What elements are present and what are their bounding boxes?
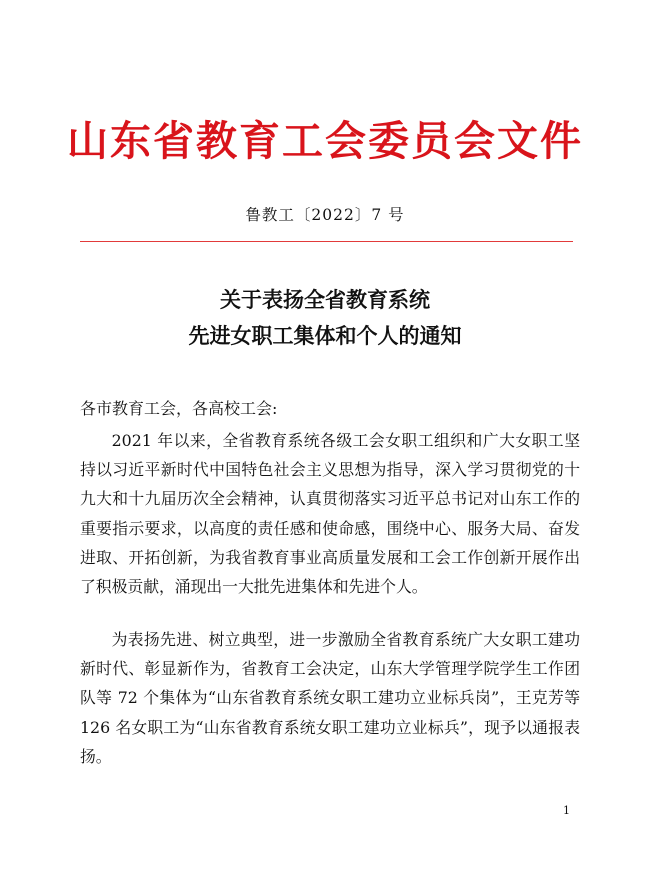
red-divider-line bbox=[80, 241, 573, 242]
body-paragraph-2: 为表扬先进、树立典型，进一步激励全省教育系统广大女职工建功新时代、彰显新作为，省教育工会决定，山东大学管理学院学生工作团队等 72 个集体为“山东省教育系统女职工建功立业标兵岗”，王克芳等 126 名女职工为“山东省教育系统女职工建功立业标兵”，现予以通报表扬。 bbox=[80, 630, 580, 766]
masthead-title: 山东省教育工会委员会文件 bbox=[67, 117, 583, 165]
notice-title-line-2: 先进女职工集体和个人的通知 bbox=[188, 323, 462, 348]
body-paragraph-1: 2021 年以来，全省教育系统各级工会女职工组织和广大女职工坚持以习近平新时代中国特色社会主义思想为指导，深入学习贯彻党的十九大和十九届历次全会精神，认真贯彻落实习近平总书记对山东工作的重要指示要求，以高度的责任感和使命感，围绕中心、服务大局、奋发进取、开拓创新，为我省教育事业高质量发展和工会工作创新开展作出了积极贡献，涌现出一大批先进集体和先进个人。 bbox=[80, 431, 580, 597]
notice-title bbox=[0, 282, 650, 354]
document-number: 鲁教工〔2022〕7 号 bbox=[245, 206, 405, 224]
page-number: 1 bbox=[563, 804, 570, 817]
notice-title-line-1: 关于表扬全省教育系统 bbox=[220, 287, 430, 312]
salutation: 各市教育工会，各高校工会: bbox=[80, 399, 278, 418]
